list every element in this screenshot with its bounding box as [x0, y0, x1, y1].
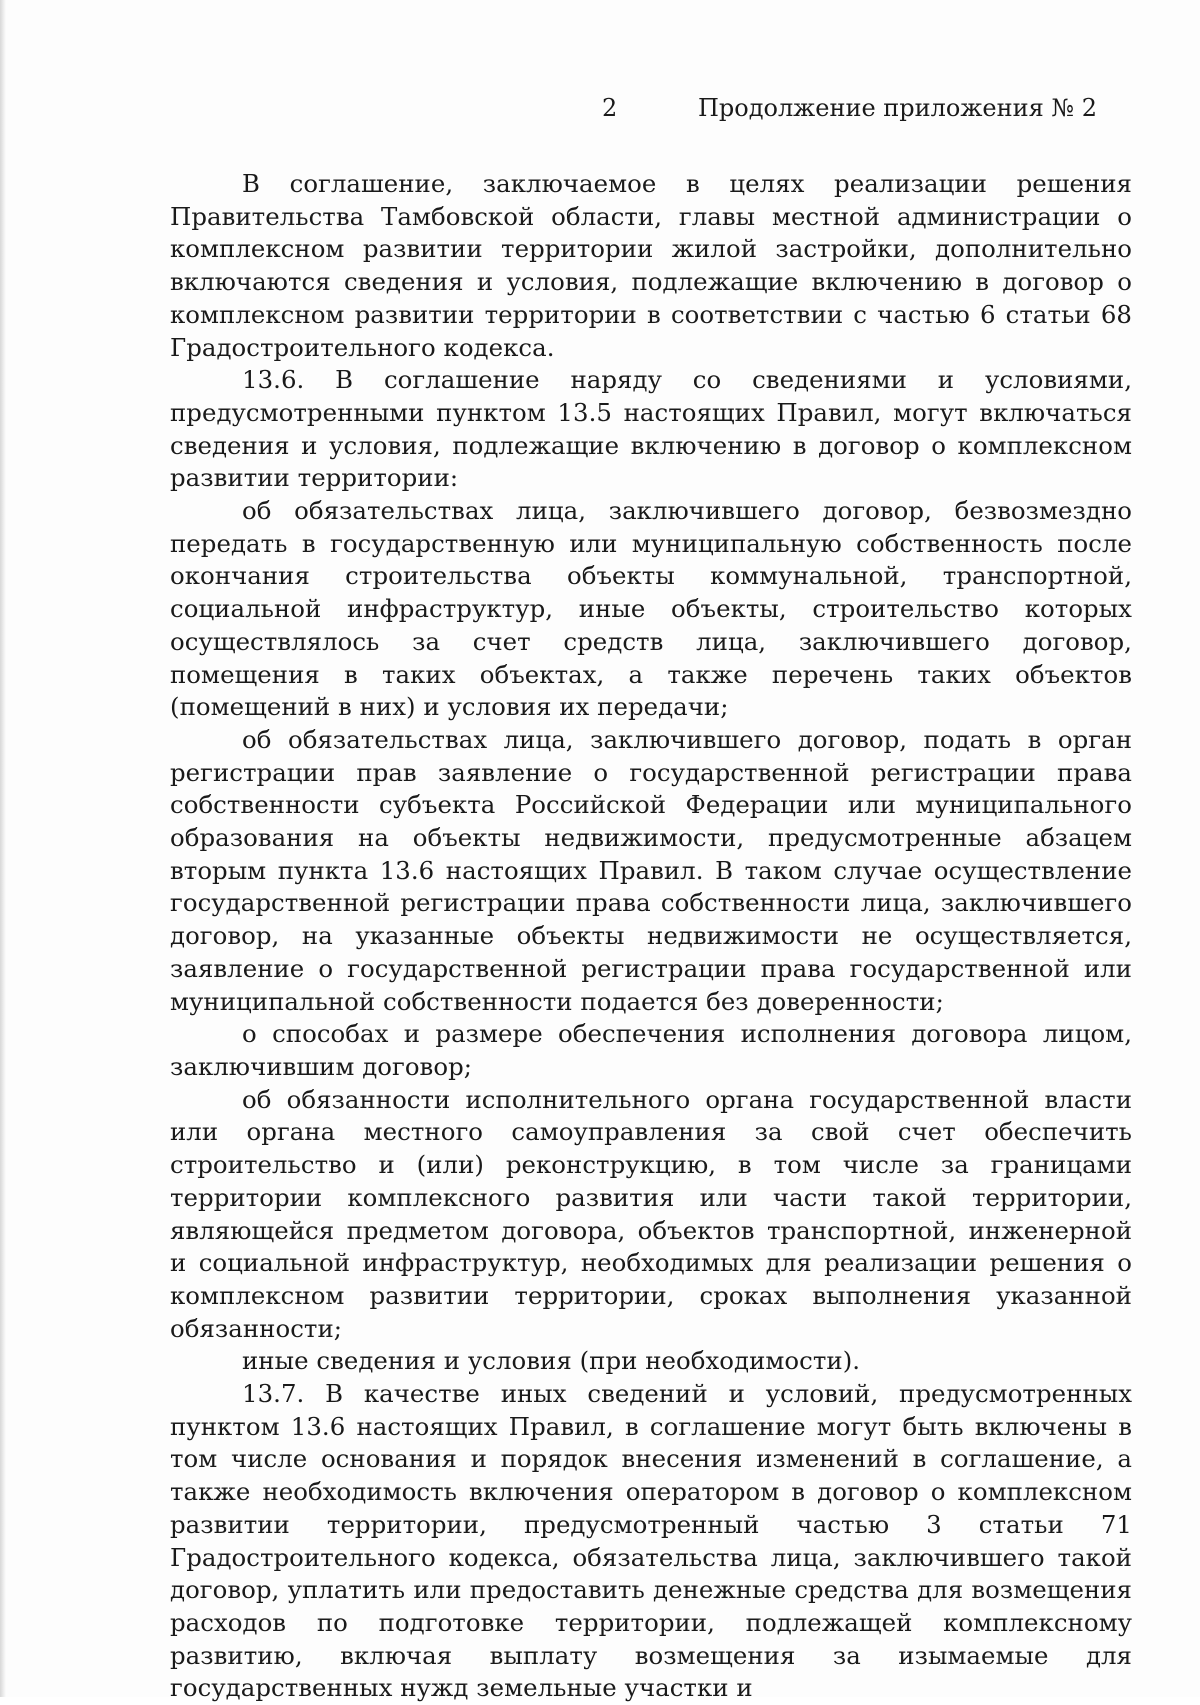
- page-number: 2: [602, 94, 618, 122]
- paragraph: об обязанности исполнительного органа государственной власти или органа местного самоуправления за свой счет обеспечить строительство и (или) реконструкцию, в том числе за границами территории комплексного развития или части такой территории, являющейся предметом договора, объектов транспортной, инженерной и социальной инфраструктур, необходимых для реализации решения о комплексном развитии территории, сроках выполнения указанной обязанности;: [170, 1084, 1132, 1343]
- scan-edge-shadow: [0, 0, 6, 1697]
- paragraph: 13.6. В соглашение наряду со сведениями и условиями, предусмотренными пунктом 13.5 настоящих Правил, могут включаться сведения и условия, подлежащие включению в договор о комплексном развитии территории:: [170, 365, 1132, 493]
- paragraph: иные сведения и условия (при необходимости).: [242, 1346, 861, 1376]
- paragraph: об обязательствах лица, заключившего договор, подать в орган регистрации прав заявление о государственной регистрации права собственности субъекта Российской Федерации или муниципального образования на объекты недвижимости, предусмотренные абзацем вторым пункта 13.6 настоящих Правил. В таком случае осуществление государственной регистрации права собственности лица, заключившего договор, на указанные объекты недвижимости не осуществляется, заявление о государственной регистрации права государственной или муниципальной собственности подается без доверенности;: [170, 724, 1132, 1016]
- paragraph: В соглашение, заключаемое в целях реализации решения Правительства Тамбовской области, главы местной администрации о комплексном развитии территории жилой застройки, дополнительно включаются сведения и условия, подлежащие включению в договор о комплексном развитии территории в соответствии с частью 6 статьи 68 Градостроительного кодекса.: [170, 169, 1132, 362]
- appendix-continuation-label: Продолжение приложения № 2: [697, 94, 1097, 122]
- paragraph: об обязательствах лица, заключившего договор, безвозмездно передать в государственную или муниципальную собственность после окончания строительства объекты коммунальной, транспортной, социальной инфраструктур, иные объекты, строительство которых осуществлялось за счет средств лица, заключившего договор, помещения в таких объектах, а также перечень таких объектов (помещений в них) и условия их передачи;: [170, 496, 1132, 722]
- document-body: [170, 168, 1132, 1705]
- paragraph: 13.7. В качестве иных сведений и условий, предусмотренных пунктом 13.6 настоящих Правил, в соглашение могут быть включены в том числе основания и порядок внесения изменений в соглашение, а также необходимость включения оператором в договор о комплексном развитии территории, предусмотренный частью 3 статьи 71 Градостроительного кодекса, обязательства лица, заключившего такой договор, уплатить или предоставить денежные средства для возмещения расходов по подготовке территории, подлежащей комплексному развитию, включая выплату возмещения за изымаемые для государственных нужд земельные участки и: [170, 1379, 1132, 1703]
- paragraph: о способах и размере обеспечения исполнения договора лицом, заключившим договор;: [170, 1019, 1132, 1081]
